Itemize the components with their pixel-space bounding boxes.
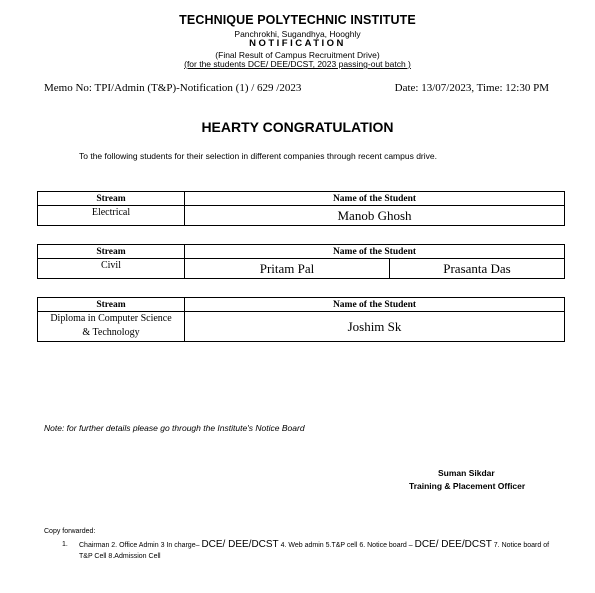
stream-header: Stream bbox=[38, 192, 185, 206]
list-item-text: 7. Notice board of T&P Cell 8.Admission Cell bbox=[79, 542, 550, 560]
stream-value: Civil bbox=[38, 259, 185, 279]
list-item bbox=[79, 539, 564, 562]
stream-header: Stream bbox=[38, 298, 185, 312]
list-item-text: 4. Web admin 5.T&P cell 6. Notice board – bbox=[278, 542, 415, 549]
notification-heading: NOTIFICATION bbox=[249, 38, 346, 49]
notification-batch-line: (for the students DCE/ DEE/DCST, 2023 passing-out batch ) bbox=[184, 59, 411, 69]
notification-subtitle: (Final Result of Campus Recruitment Drive) bbox=[215, 50, 380, 60]
list-item-text: DCE/ DEE/DCST bbox=[201, 539, 279, 550]
student-name-header: Name of the Student bbox=[185, 245, 565, 259]
stream-value-line: & Technology bbox=[82, 327, 140, 338]
student-name: Joshim Sk bbox=[185, 312, 565, 342]
stream-value: Electrical bbox=[38, 206, 185, 226]
stream-value bbox=[38, 312, 185, 342]
copy-forwarded-label: Copy forwarded: bbox=[44, 528, 96, 535]
selection-table-civil bbox=[37, 244, 565, 279]
signatory-title: Training & Placement Officer bbox=[409, 481, 526, 491]
memo-number: Memo No: TPI/Admin (T&P)-Notification (1) / 629 /2023 bbox=[44, 82, 302, 94]
institute-name: TECHNIQUE POLYTECHNIC INSTITUTE bbox=[179, 13, 416, 27]
stream-value-line: Diploma in Computer Science bbox=[50, 313, 172, 324]
list-number: 1. bbox=[62, 541, 68, 548]
page-title: HEARTY CONGRATULATION bbox=[201, 119, 394, 135]
stream-header: Stream bbox=[38, 245, 185, 259]
memo-datetime: Date: 13/07/2023, Time: 12:30 PM bbox=[394, 82, 549, 94]
student-name: Prasanta Das bbox=[390, 259, 565, 279]
list-item-text: DCE/ DEE/DCST bbox=[414, 539, 492, 550]
selection-table-electrical bbox=[37, 191, 565, 226]
list-item-text: Chairman 2. Office Admin 3 In charge– bbox=[79, 542, 202, 549]
student-name: Pritam Pal bbox=[185, 259, 390, 279]
signatory-name: Suman Sikdar bbox=[438, 468, 495, 478]
student-name-header: Name of the Student bbox=[185, 192, 565, 206]
student-name: Manob Ghosh bbox=[185, 206, 565, 226]
institute-address: Panchrokhi, Sugandhya, Hooghly bbox=[234, 29, 361, 39]
student-name-header: Name of the Student bbox=[185, 298, 565, 312]
selection-table-cst bbox=[37, 297, 565, 342]
intro-text: To the following students for their selection in different companies through recent campus drive. bbox=[79, 151, 437, 161]
note-text: Note: for further details please go through the Institute's Notice Board bbox=[44, 423, 305, 433]
